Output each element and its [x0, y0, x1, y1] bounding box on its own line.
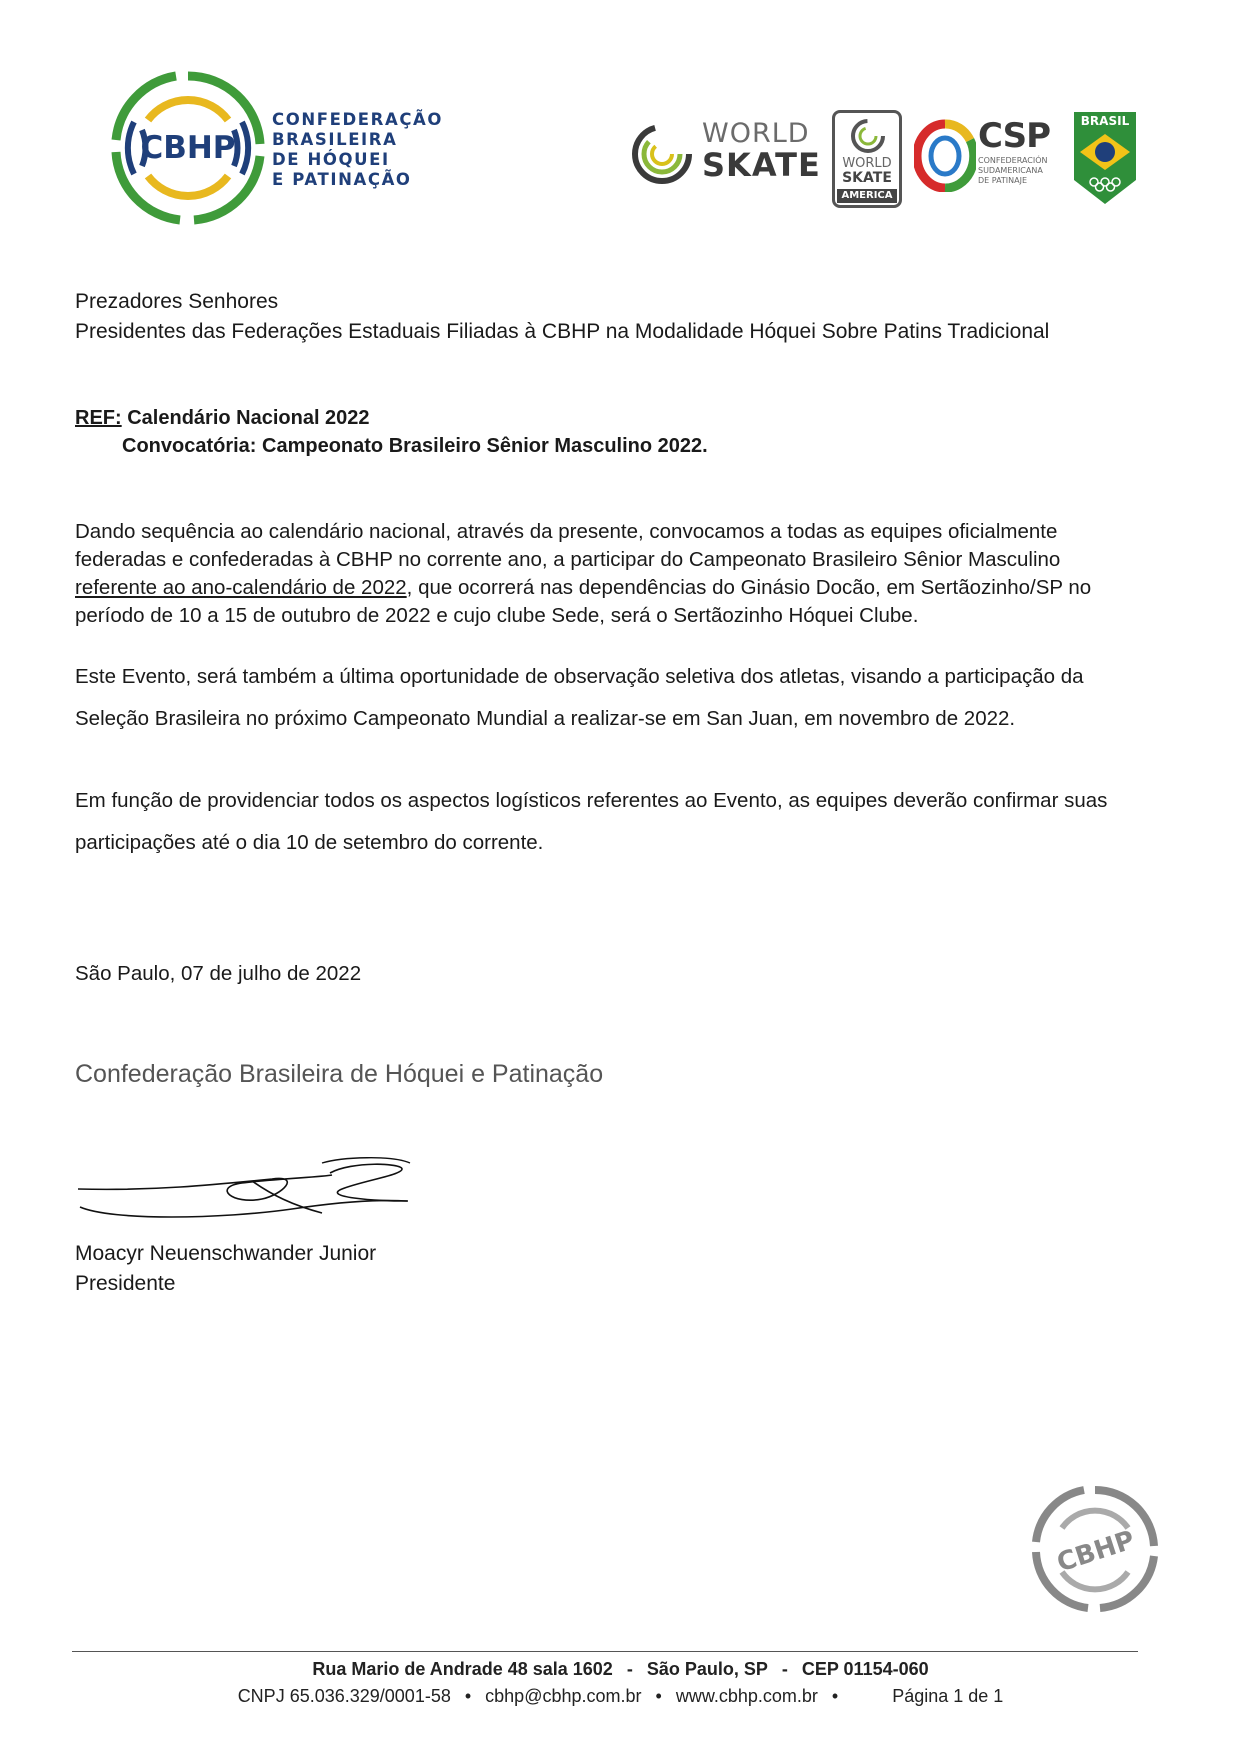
- salutation: Prezadores Senhores: [75, 290, 279, 313]
- footer-contact-line: [0, 1686, 1241, 1707]
- world-skate-swirl-icon: [630, 122, 694, 186]
- cbhp-stamp: [1030, 1484, 1160, 1614]
- csp-ring-icon: [914, 118, 976, 192]
- place-date: São Paulo, 07 de julho de 2022: [75, 962, 362, 985]
- world-skate-line-2: SKATE: [702, 146, 821, 184]
- wsa-line-1: WORLD: [842, 156, 892, 171]
- p1-line-3: [75, 574, 1091, 602]
- brasil-label: BRASIL: [1080, 114, 1130, 128]
- csp-line-1: CONFEDERACIÓN: [978, 156, 1048, 165]
- world-skate-logo: [630, 118, 821, 198]
- brasil-olympic-logo: [1072, 110, 1138, 206]
- wsa-line-2: SKATE: [842, 170, 892, 186]
- ref-line-2: Convocatória: Campeonato Brasileiro Sênior Masculino 2022.: [122, 435, 708, 457]
- cbhp-logo-wordmark: [272, 110, 443, 190]
- cbhp-logo-line-1: CONFEDERAÇÃO: [272, 110, 444, 129]
- footer-email[interactable]: cbhp@cbhp.com.br: [485, 1686, 642, 1706]
- footer-city: São Paulo, SP: [646, 1659, 768, 1679]
- p1-line-3-rest: , que ocorrerá nas dependências do Ginásio Docão, em Sertãozinho/SP no: [406, 576, 1092, 599]
- p3-line-2: participações até o dia 10 de setembro do corrente.: [75, 831, 544, 854]
- ref-label: REF:: [75, 407, 122, 429]
- footer-page-number: Página 1 de 1: [892, 1686, 1004, 1706]
- paragraph-1: [75, 518, 1091, 630]
- p2-line-1: Este Evento, será também a última oportunidade de observação seletiva dos atletas, visando a participação da: [75, 665, 1084, 688]
- bullet-icon: •: [831, 1686, 839, 1706]
- footer-address-line: Rua Mario de Andrade 48 sala 1602 - São Paulo, SP - CEP 01154-060: [312, 1659, 929, 1679]
- signature-image: [72, 1155, 422, 1235]
- cbhp-logo-line-4: E PATINAÇÃO: [272, 170, 412, 189]
- wsa-line-3: AMERICA: [837, 189, 897, 203]
- csp-logo: [914, 118, 1054, 198]
- cbhp-mark-text: CBHP: [140, 130, 236, 166]
- csp-line-3: DE PATINAJE: [978, 176, 1028, 185]
- signer-title: Presidente: [75, 1272, 176, 1295]
- footer-divider: [72, 1651, 1138, 1652]
- footer-address: Rua Mario de Andrade 48 sala 1602: [312, 1659, 613, 1679]
- world-skate-america-swirl-icon: [849, 117, 887, 155]
- csp-mark: CSP: [978, 116, 1050, 156]
- p1-underlined: referente ao ano-calendário de 2022: [75, 576, 407, 599]
- cbhp-logo-line-3: DE HÓQUEI: [272, 150, 390, 169]
- cbhp-logo-line-2: BRASILEIRA: [272, 130, 398, 149]
- addressee: Presidentes das Federações Estaduais Filiadas à CBHP na Modalidade Hóquei Sobre Patins Tradicional: [75, 320, 1050, 343]
- ref-subject: Calendário Nacional 2022: [121, 407, 370, 429]
- cbhp-logo: [108, 70, 528, 226]
- cbhp-logo-mark: [108, 70, 268, 226]
- p1-line-2: federadas e confederadas à CBHP no corrente ano, a participar do Campeonato Brasileiro Sênior Masculino: [75, 548, 1061, 571]
- bullet-icon: •: [655, 1686, 662, 1706]
- stamp-text: CBHP: [1053, 1525, 1139, 1579]
- footer-cep: CEP 01154-060: [801, 1659, 929, 1679]
- csp-line-2: SUDAMERICANA: [978, 166, 1043, 175]
- bullet-icon: •: [464, 1686, 472, 1706]
- footer-website[interactable]: www.cbhp.com.br: [675, 1686, 818, 1706]
- world-skate-line-1: WORLD: [702, 118, 810, 149]
- ref-line-1: [75, 404, 370, 432]
- signer-name: Moacyr Neuenschwander Junior: [75, 1242, 377, 1265]
- p1-line-1: Dando sequência ao calendário nacional, através da presente, convocamos a todas as equipes oficialmente: [75, 520, 1058, 543]
- world-skate-america-logo: [832, 110, 902, 208]
- footer-cnpj: CNPJ 65.036.329/0001-58: [237, 1686, 451, 1706]
- p3-line-1: Em função de providenciar todos os aspectos logísticos referentes ao Evento, as equipes deverão confirmar suas: [75, 789, 1108, 812]
- paragraph-2: [75, 656, 1084, 740]
- p2-line-2: Seleção Brasileira no próximo Campeonato Mundial a realizar-se em San Juan, em novembro de 2022.: [75, 707, 1016, 730]
- organization-name: Confederação Brasileira de Hóquei e Patinação: [75, 1060, 604, 1088]
- paragraph-3: [75, 780, 1107, 864]
- p1-line-4: período de 10 a 15 de outubro de 2022 e cujo clube Sede, será o Sertãozinho Hóquei Clube.: [75, 604, 919, 627]
